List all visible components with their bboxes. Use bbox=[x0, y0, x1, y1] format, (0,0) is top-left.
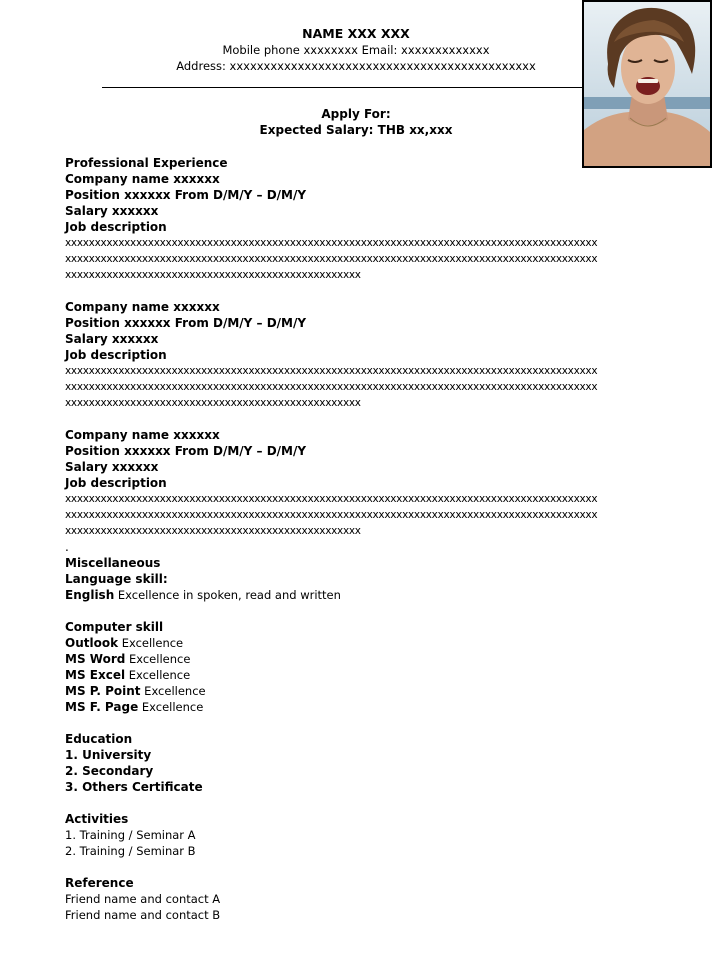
skill-level: Excellence bbox=[140, 684, 206, 698]
applicant-name: NAME XXX XXX bbox=[302, 26, 410, 41]
skill-level: Excellence bbox=[118, 636, 184, 650]
experience-title: Professional Experience bbox=[65, 156, 228, 170]
computer-skill-item bbox=[65, 683, 665, 699]
position-line: Position xxxxxx From D/M/Y – D/M/Y bbox=[65, 316, 307, 330]
skill-name: MS P. Point bbox=[65, 684, 141, 698]
job-description-text: xxxxxxxxxxxxxxxxxxxxxxxxxxxxxxxxxxxxxxxxxxxxxxxxxx bbox=[65, 397, 361, 409]
job-description-text: xxxxxxxxxxxxxxxxxxxxxxxxxxxxxxxxxxxxxxxxxxxxxxxxxxxxxxxxxxxxxxxxxxxxxxxxxxxxxxxxxxxxxxxxxx bbox=[65, 253, 598, 265]
language-level: Excellence in spoken, read and written bbox=[114, 588, 341, 602]
salary-line: Salary xxxxxx bbox=[65, 204, 159, 218]
expected-salary: Expected Salary: THB xx,xxx bbox=[259, 123, 453, 137]
computer-skill-item bbox=[65, 699, 665, 715]
apply-for: Apply For: bbox=[321, 107, 391, 121]
computer-skill-item bbox=[65, 667, 665, 683]
salary-line: Salary xxxxxx bbox=[65, 460, 159, 474]
job-entry bbox=[65, 427, 665, 539]
job-entry bbox=[65, 299, 665, 411]
stray-dot: . bbox=[65, 540, 69, 554]
company-name: Company name xxxxxx bbox=[65, 172, 220, 186]
reference-item: Friend name and contact B bbox=[65, 908, 221, 922]
job-description-text: xxxxxxxxxxxxxxxxxxxxxxxxxxxxxxxxxxxxxxxxxxxxxxxxxxxxxxxxxxxxxxxxxxxxxxxxxxxxxxxxxxxxxxxxxx bbox=[65, 381, 598, 393]
skill-name: MS F. Page bbox=[65, 700, 139, 714]
position-line: Position xxxxxx From D/M/Y – D/M/Y bbox=[65, 444, 307, 458]
job-description-text: xxxxxxxxxxxxxxxxxxxxxxxxxxxxxxxxxxxxxxxxxxxxxxxxxxxxxxxxxxxxxxxxxxxxxxxxxxxxxxxxxxxxxxxxxx bbox=[65, 509, 598, 521]
job-description-label: Job description bbox=[65, 476, 167, 490]
resume-body bbox=[65, 155, 665, 923]
language-item bbox=[65, 587, 665, 603]
job-entry bbox=[65, 171, 665, 283]
activities-title: Activities bbox=[65, 812, 129, 826]
company-name: Company name xxxxxx bbox=[65, 428, 220, 442]
job-description-text: xxxxxxxxxxxxxxxxxxxxxxxxxxxxxxxxxxxxxxxxxxxxxxxxxxxxxxxxxxxxxxxxxxxxxxxxxxxxxxxxxxxxxxxxxx bbox=[65, 365, 598, 377]
education-item: 2. Secondary bbox=[65, 764, 154, 778]
address-line: Address: xxxxxxxxxxxxxxxxxxxxxxxxxxxxxxxxxxxxxxxxxxxxx bbox=[176, 59, 536, 73]
language-skill-title: Language skill: bbox=[65, 572, 168, 586]
language-name: English bbox=[65, 588, 115, 602]
reference-item: Friend name and contact A bbox=[65, 892, 221, 906]
education-item: 3. Others Certificate bbox=[65, 780, 203, 794]
computer-skill-item bbox=[65, 651, 665, 667]
skill-level: Excellence bbox=[125, 668, 191, 682]
skill-name: Outlook bbox=[65, 636, 119, 650]
job-description-text: xxxxxxxxxxxxxxxxxxxxxxxxxxxxxxxxxxxxxxxxxxxxxxxxxxxxxxxxxxxxxxxxxxxxxxxxxxxxxxxxxxxxxxxxxx bbox=[65, 493, 598, 505]
salary-line: Salary xxxxxx bbox=[65, 332, 159, 346]
skill-name: MS Excel bbox=[65, 668, 126, 682]
header-divider bbox=[102, 87, 582, 88]
activity-item: 2. Training / Seminar B bbox=[65, 844, 196, 858]
position-line: Position xxxxxx From D/M/Y – D/M/Y bbox=[65, 188, 307, 202]
skill-level: Excellence bbox=[125, 652, 191, 666]
activity-item: 1. Training / Seminar A bbox=[65, 828, 196, 842]
reference-title: Reference bbox=[65, 876, 134, 890]
miscellaneous-title: Miscellaneous bbox=[65, 556, 161, 570]
education-item: 1. University bbox=[65, 748, 152, 762]
profile-photo bbox=[582, 0, 712, 168]
education-title: Education bbox=[65, 732, 133, 746]
job-description-text: xxxxxxxxxxxxxxxxxxxxxxxxxxxxxxxxxxxxxxxxxxxxxxxxxxxxxxxxxxxxxxxxxxxxxxxxxxxxxxxxxxxxxxxxxx bbox=[65, 237, 598, 249]
company-name: Company name xxxxxx bbox=[65, 300, 220, 314]
job-description-label: Job description bbox=[65, 348, 167, 362]
skill-name: MS Word bbox=[65, 652, 126, 666]
computer-skill-title: Computer skill bbox=[65, 620, 164, 634]
computer-skill-item bbox=[65, 635, 665, 651]
job-description-text: xxxxxxxxxxxxxxxxxxxxxxxxxxxxxxxxxxxxxxxxxxxxxxxxxx bbox=[65, 525, 361, 537]
job-description-text: xxxxxxxxxxxxxxxxxxxxxxxxxxxxxxxxxxxxxxxxxxxxxxxxxx bbox=[65, 269, 361, 281]
skill-level: Excellence bbox=[138, 700, 204, 714]
contact-line: Mobile phone xxxxxxxx Email: xxxxxxxxxxxxx bbox=[222, 43, 490, 57]
job-description-label: Job description bbox=[65, 220, 167, 234]
